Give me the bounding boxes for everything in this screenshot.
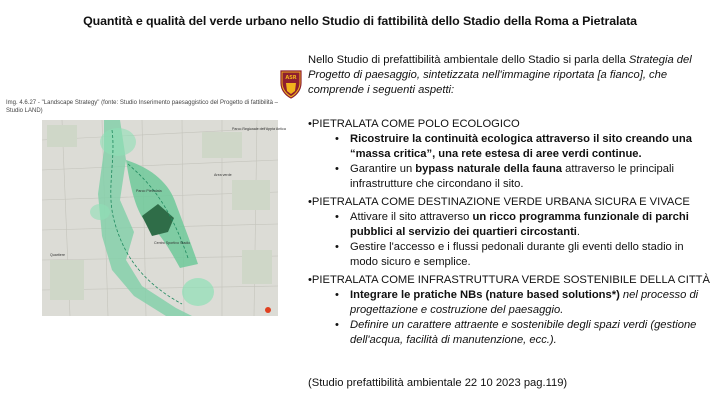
map-label-5: Area verde xyxy=(214,173,232,177)
item-bold: bypass naturale della fauna xyxy=(415,163,563,176)
map-label-3: Centro Sportivo Stadio xyxy=(154,241,191,245)
intro-paragraph xyxy=(308,53,713,99)
list-item xyxy=(308,162,713,192)
item-bold: Ricostruire la continuità ecologica attraverso il sito creando una “massa critica”, una rete estesa di aree verdi continue. xyxy=(350,132,692,161)
intro-text: Nello Studio di prefattibilità ambientale dello Stadio si parla della xyxy=(308,54,629,66)
section-list-3 xyxy=(308,288,713,349)
map-label-4: Quartiere xyxy=(50,253,65,257)
item-text: Gestire l'accesso e i flussi pedonali durante gli eventi dello stadio in modo sicuro e semplice. xyxy=(350,241,684,269)
item-text: attraverso le principali infrastrutture che circondano il sito. xyxy=(350,163,674,191)
image-caption: Img. 4.6.27 - "Landscape Strategy" (fonte: Studio Inserimento paesaggistico del Progetto di fattibilità – Studio LAND) xyxy=(6,100,278,114)
list-item xyxy=(308,132,713,162)
logo-text: ASR xyxy=(285,75,297,81)
item-text: nel processo di progettazione e costruzione del paesaggio. xyxy=(350,288,699,317)
intro-italic: Strategia del Progetto di paesaggio, sintetizzata nell'immagine riportata [a fianco], che comprende i seguenti aspetti: xyxy=(308,54,692,97)
item-text: Attivare il sito attraverso xyxy=(350,210,473,223)
map-label-1: Parco Regionale dell'Appia Antica xyxy=(232,127,286,131)
list-item xyxy=(308,288,713,318)
item-text: Definire un carattere attraente e sostenibile degli spazi verdi (gestione dell'acqua, facilità di manutenzione, ecc.). xyxy=(350,319,697,347)
map-label-2: Parco Pietralata xyxy=(136,189,162,193)
slide-title: Quantità e qualità del verde urbano nello Studio di fattibilità dello Stadio della Roma a Pietralata xyxy=(83,14,637,28)
map-logo-icon xyxy=(265,307,271,313)
list-item xyxy=(308,210,713,240)
as-roma-logo-icon xyxy=(279,69,303,99)
item-text: . xyxy=(576,226,581,239)
item-bold: un ricco programma funzionale di parchi pubblici al servizio dei quartieri circostanti xyxy=(350,210,689,239)
source-citation: (Studio prefattibilità ambientale 22 10 2023 pag.119) xyxy=(308,377,568,389)
section-list-1 xyxy=(308,132,713,193)
item-bold: Integrare le pratiche NBs (nature based solutions*) xyxy=(350,288,620,301)
list-item xyxy=(308,240,713,270)
section-heading-1: •PIETRALATA COME POLO ECOLOGICO xyxy=(308,117,520,130)
section-heading-2: •PIETRALATA COME DESTINAZIONE VERDE URBANA SICURA E VIVACE xyxy=(308,195,690,208)
item-text: Garantire un xyxy=(350,163,416,176)
section-list-2 xyxy=(308,210,713,271)
content-body xyxy=(308,53,713,349)
landscape-strategy-map xyxy=(42,120,286,316)
section-heading-3: •PIETRALATA COME INFRASTRUTTURA VERDE SOSTENIBILE DELLA CITTÀ xyxy=(308,273,710,286)
list-item xyxy=(308,318,713,348)
